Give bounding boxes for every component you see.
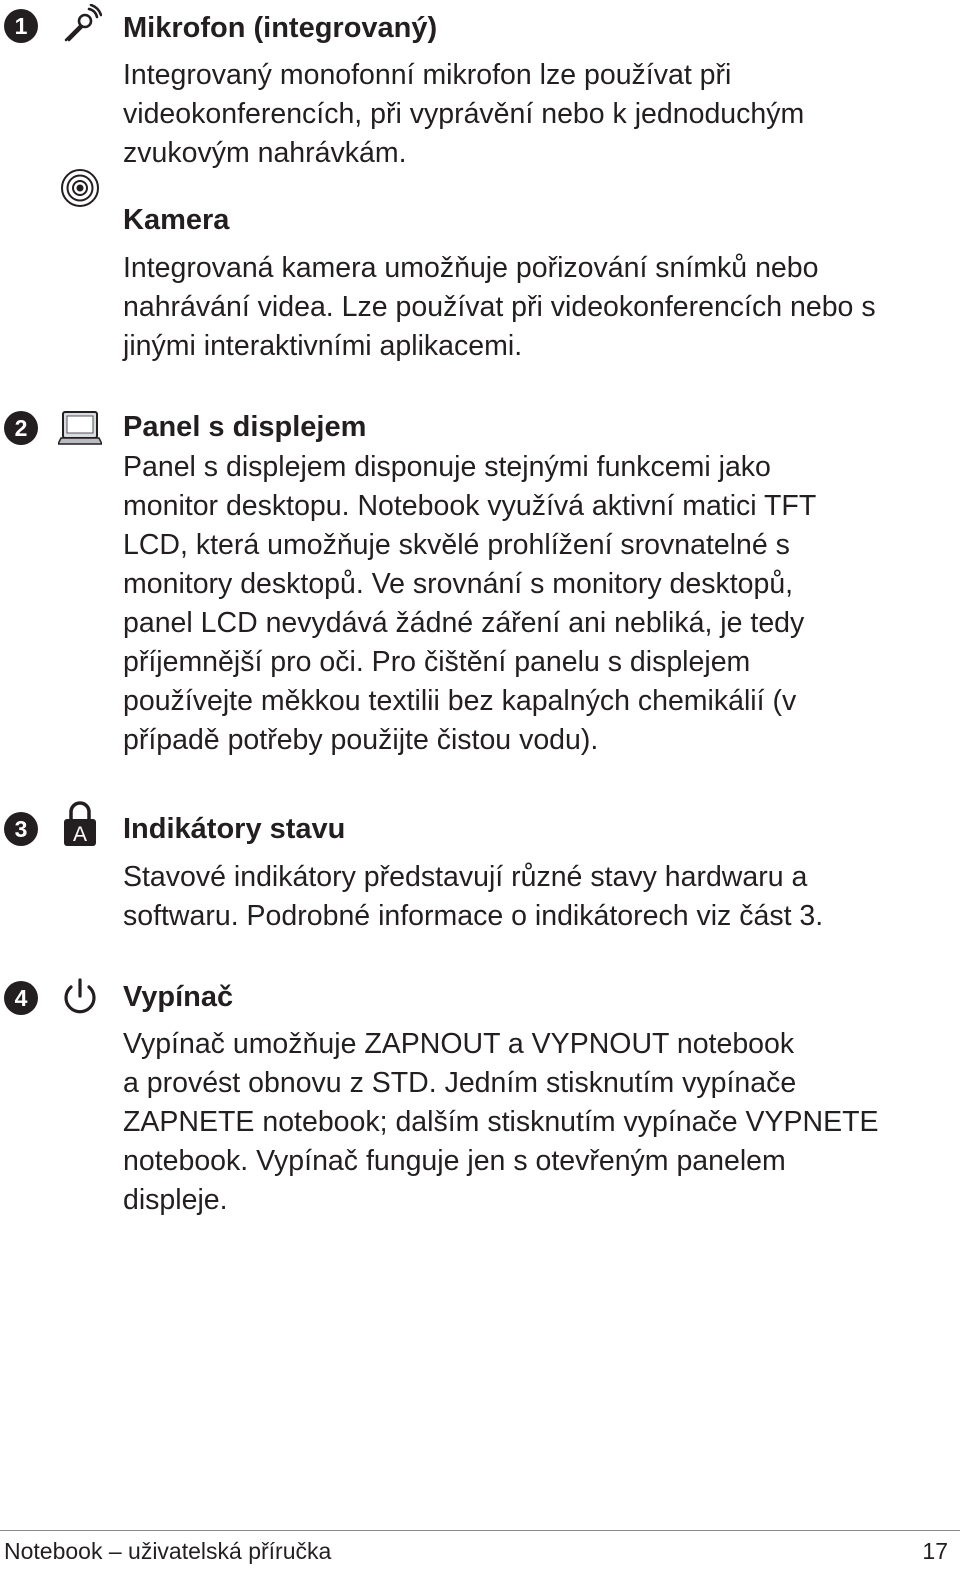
footer-title: Notebook – uživatelská příručka	[4, 1538, 332, 1564]
microphone-icon	[58, 4, 102, 48]
display-panel-icon	[58, 406, 102, 450]
description-line: jinými interaktivními aplikacemi.	[123, 330, 523, 362]
description-line: monitor desktopu. Notebook využívá aktivní matici TFT	[123, 490, 817, 522]
callout-number-badge: 3	[4, 812, 38, 846]
power-icon	[58, 976, 102, 1020]
section-description	[123, 249, 883, 366]
description-line: Integrovaná kamera umožňuje pořizování snímků nebo	[123, 252, 819, 284]
section-title: Mikrofon (integrovaný)	[123, 12, 438, 44]
description-line: LCD, která umožňuje skvělé prohlížení srovnatelné s	[123, 529, 790, 561]
callout-number-badge: 1	[4, 9, 38, 43]
camera-icon	[58, 166, 102, 210]
lock-letter: A	[72, 823, 88, 846]
description-line: Vypínač umožňuje ZAPNOUT a VYPNOUT notebook	[123, 1028, 795, 1060]
description-line: panel LCD nevydává žádné záření ani nebliká, je tedy	[123, 607, 805, 639]
section-description	[123, 858, 883, 936]
description-line: Panel s displejem disponuje stejnými funkcemi jako	[123, 451, 771, 483]
section-description	[123, 448, 883, 760]
page-number: 17	[922, 1538, 948, 1564]
description-line: zvukovým nahrávkám.	[123, 137, 407, 169]
description-line: a provést obnovu z STD. Jedním stisknutím vypínače	[123, 1067, 797, 1099]
section-title: Panel s displejem	[123, 411, 367, 443]
description-line: používejte měkkou textilii bez kapalných chemikálií (v	[123, 685, 797, 717]
section-title: Indikátory stavu	[123, 813, 346, 845]
description-line: Stavové indikátory představují různé stavy hardwaru a	[123, 861, 808, 893]
footer-divider	[0, 1530, 960, 1531]
description-line: příjemnější pro oči. Pro čištění panelu s displejem	[123, 646, 751, 678]
description-line: případě potřeby použijte čistou vodu).	[123, 724, 599, 756]
status-indicator-lock-icon	[58, 800, 102, 844]
description-line: Integrovaný monofonní mikrofon lze používat při	[123, 59, 732, 91]
description-line: monitory desktopů. Ve srovnání s monitory desktopů,	[123, 568, 794, 600]
section-title: Vypínač	[123, 981, 234, 1013]
section-description	[123, 1025, 883, 1220]
description-line: displeje.	[123, 1184, 228, 1216]
description-line: notebook. Vypínač funguje jen s otevřeným panelem	[123, 1145, 786, 1177]
description-line: softwaru. Podrobné informace o indikátorech viz část 3.	[123, 900, 824, 932]
callout-number-badge: 2	[4, 411, 38, 445]
description-line: ZAPNETE notebook; dalším stisknutím vypínače VYPNETE	[123, 1106, 879, 1138]
section-title: Kamera	[123, 204, 230, 236]
callout-number-badge: 4	[4, 981, 38, 1015]
section-description	[123, 56, 883, 173]
description-line: videokonferencích, při vyprávění nebo k jednoduchým	[123, 98, 805, 130]
description-line: nahrávání videa. Lze používat při videokonferencích nebo s	[123, 291, 876, 323]
